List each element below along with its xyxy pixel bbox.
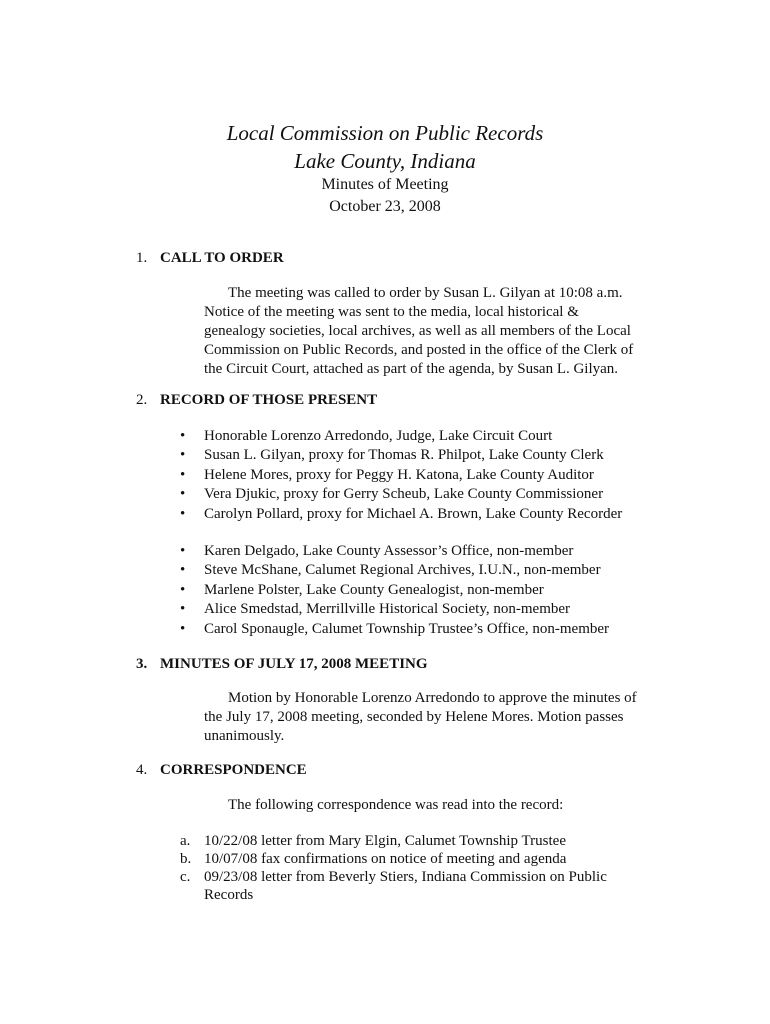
bullet-icon: • — [180, 601, 186, 618]
members-present-list — [180, 427, 622, 524]
section-number: 2. — [136, 392, 148, 408]
item-text: 10/07/08 fax confirmations on notice of meeting and agenda — [204, 851, 567, 867]
correspondence-item — [180, 868, 644, 904]
section-number: 1. — [136, 250, 148, 266]
section-heading-record-present — [136, 390, 377, 410]
bullet-icon: • — [180, 505, 186, 522]
bullet-icon: • — [180, 466, 186, 483]
member-list-item — [180, 446, 622, 465]
list-item-text: Carol Sponaugle, Calumet Township Trustee’s Office, non-member — [204, 620, 610, 637]
section-heading-call-to-order — [136, 248, 284, 268]
non-members-present-list — [180, 542, 609, 639]
list-item-text: Alice Smedstad, Merrillville Historical Society, non-member — [204, 601, 571, 618]
section-heading-correspondence — [136, 760, 307, 780]
section-title: RECORD OF THOSE PRESENT — [160, 392, 378, 408]
correspondence-item — [180, 850, 644, 868]
section-number: 4. — [136, 762, 148, 778]
document-subtitle-county: Lake County, Indiana — [294, 149, 476, 173]
item-marker: c. — [180, 869, 191, 885]
section-title: CALL TO ORDER — [160, 250, 284, 266]
item-marker: b. — [180, 851, 192, 867]
member-list-item — [180, 427, 622, 446]
member-list-item — [180, 466, 622, 485]
item-marker: a. — [180, 833, 191, 849]
minutes-motion-text: Motion by Honorable Lorenzo Arredondo to approve the minutes of the July 17, 2008 meeting, seconded by Helene Mores. Motion passes unanimously. — [204, 690, 637, 744]
section-heading-minutes — [136, 654, 428, 674]
member-list-item — [180, 485, 622, 504]
member-list-item — [180, 505, 622, 524]
list-item-text: Karen Delgado, Lake County Assessor’s Office, non-member — [204, 543, 574, 559]
list-item-text: Helene Mores, proxy for Peggy H. Katona, Lake County Auditor — [204, 466, 594, 483]
section-number: 3. — [136, 656, 148, 672]
non-member-list-item — [180, 581, 609, 600]
bullet-icon: • — [180, 620, 186, 637]
non-member-list-item — [180, 600, 609, 619]
bullet-icon: • — [180, 562, 186, 579]
bullet-icon: • — [180, 428, 186, 444]
bullet-icon: • — [180, 447, 186, 464]
section-title: MINUTES OF JULY 17, 2008 MEETING — [160, 656, 428, 672]
list-item-text: Marlene Polster, Lake County Genealogist, non-member — [204, 581, 544, 598]
bullet-icon: • — [180, 543, 186, 559]
list-item-text: Vera Djukic, proxy for Gerry Scheub, Lake County Commissioner — [204, 486, 604, 503]
call-to-order-text: The meeting was called to order by Susan L. Gilyan at 10:08 a.m. Notice of the meeting was sent to the media, local historical & genealogy societies, local archives, as well as all members of the Local Commission on Public Records, and posted in the office of the Clerk of the Circuit Court, attached as part of the agenda, by Susan L. Gilyan. — [204, 285, 634, 377]
list-item-text: Carolyn Pollard, proxy for Michael A. Brown, Lake County Recorder — [204, 505, 623, 522]
section-title: CORRESPONDENCE — [160, 762, 307, 778]
correspondence-item — [180, 832, 644, 850]
bullet-icon: • — [180, 581, 186, 598]
correspondence-list — [180, 832, 644, 904]
list-item-text: Honorable Lorenzo Arredondo, Judge, Lake Circuit Court — [204, 428, 553, 444]
non-member-list-item — [180, 542, 609, 561]
correspondence-intro-text: The following correspondence was read into the record: — [228, 797, 564, 813]
list-item-text: Susan L. Gilyan, proxy for Thomas R. Philpot, Lake County Clerk — [204, 447, 604, 464]
bullet-icon: • — [180, 486, 186, 503]
non-member-list-item — [180, 561, 609, 580]
item-text: 10/22/08 letter from Mary Elgin, Calumet Township Trustee — [204, 833, 566, 849]
list-item-text: Steve McShane, Calumet Regional Archives, I.U.N., non-member — [204, 562, 601, 579]
document-subtitle: Minutes of Meeting — [321, 176, 449, 193]
meeting-date: October 23, 2008 — [329, 198, 441, 215]
non-member-list-item — [180, 620, 609, 639]
item-text: 09/23/08 letter from Beverly Stiers, Indiana Commission on Public Records — [204, 869, 607, 903]
document-title: Local Commission on Public Records — [226, 121, 544, 145]
